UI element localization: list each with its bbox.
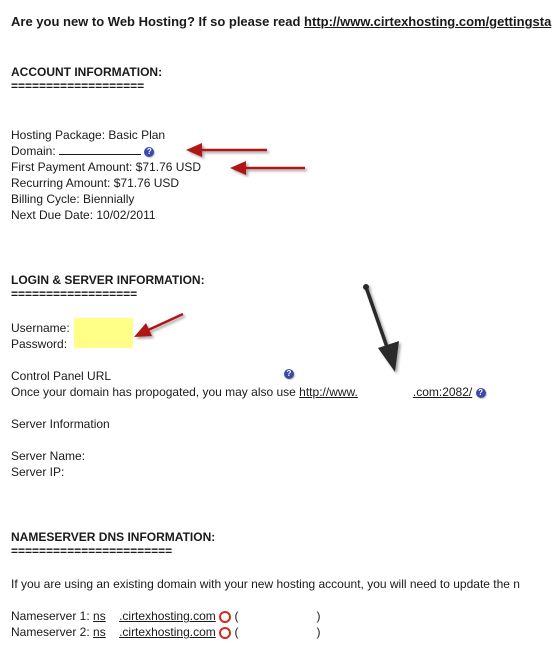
username-label: Username: <box>11 321 70 335</box>
domain-label: Domain: <box>11 144 56 158</box>
paren-open: ( <box>234 609 239 623</box>
dns-update-text: If you are using an existing domain with your new hosting account, you will need to update the n <box>11 577 520 591</box>
account-rule: =================== <box>11 79 145 93</box>
nameserver-heading: NAMESERVER DNS INFORMATION: <box>11 530 216 544</box>
black-arrow-cpanel-url <box>363 284 399 372</box>
server-information: Server Information <box>11 417 110 431</box>
paren-close: ) <box>316 625 321 639</box>
red-arrow-domain <box>186 143 267 157</box>
first-payment: First Payment Amount: $71.76 USD <box>11 160 202 174</box>
intro-line <box>11 14 551 30</box>
server-ip: Server IP: <box>11 465 65 479</box>
login-heading: LOGIN & SERVER INFORMATION: <box>11 273 205 287</box>
nameserver-1-prefix[interactable]: ns <box>93 609 106 623</box>
recurring-amount: Recurring Amount: $71.76 USD <box>11 176 180 190</box>
nameserver-2-label: Nameserver 2: <box>11 625 94 639</box>
paren-open: ( <box>234 625 239 639</box>
password-label: Password: <box>11 337 68 351</box>
domain-blank <box>59 144 141 155</box>
nameserver-icon[interactable] <box>219 627 231 639</box>
hosting-package: Hosting Package: Basic Plan <box>11 128 166 142</box>
next-due-date: Next Due Date: 10/02/2011 <box>11 208 156 222</box>
nameserver-1-domain[interactable]: .cirtexhosting.com <box>119 609 216 623</box>
red-arrow-first-payment <box>230 161 305 175</box>
getting-started-link[interactable]: http://www.cirtexhosting.com/gettingsta <box>304 14 552 29</box>
help-icon[interactable]: ? <box>144 147 154 157</box>
nameserver-1-label: Nameserver 1: <box>11 609 94 623</box>
nameserver-2-row <box>11 624 320 640</box>
nameserver-1-row <box>11 608 320 624</box>
cpanel-link[interactable]: http://www. .com:2082/ <box>299 385 473 399</box>
billing-cycle: Billing Cycle: Biennially <box>11 192 135 206</box>
nameserver-2-prefix[interactable]: ns <box>93 625 106 639</box>
intro-text: Are you new to Web Hosting? If so please read <box>11 14 305 29</box>
red-arrow-credentials <box>134 314 183 337</box>
nameserver-rule: ======================= <box>11 544 173 558</box>
cpanel-label: Control Panel URL <box>11 369 112 383</box>
domain-row <box>11 143 154 159</box>
nameserver-2-domain[interactable]: .cirtexhosting.com <box>119 625 216 639</box>
propagated-text: Once your domain has propogated, you may also use <box>11 385 300 399</box>
credentials-highlight <box>74 318 133 348</box>
account-heading: ACCOUNT INFORMATION: <box>11 65 163 79</box>
help-icon[interactable]: ? <box>476 388 486 398</box>
nameserver-icon[interactable] <box>219 611 231 623</box>
help-icon[interactable]: ? <box>284 369 294 379</box>
login-rule: ================== <box>11 287 138 301</box>
cpanel-row <box>11 384 486 400</box>
paren-close: ) <box>316 609 321 623</box>
server-name: Server Name: <box>11 449 86 463</box>
